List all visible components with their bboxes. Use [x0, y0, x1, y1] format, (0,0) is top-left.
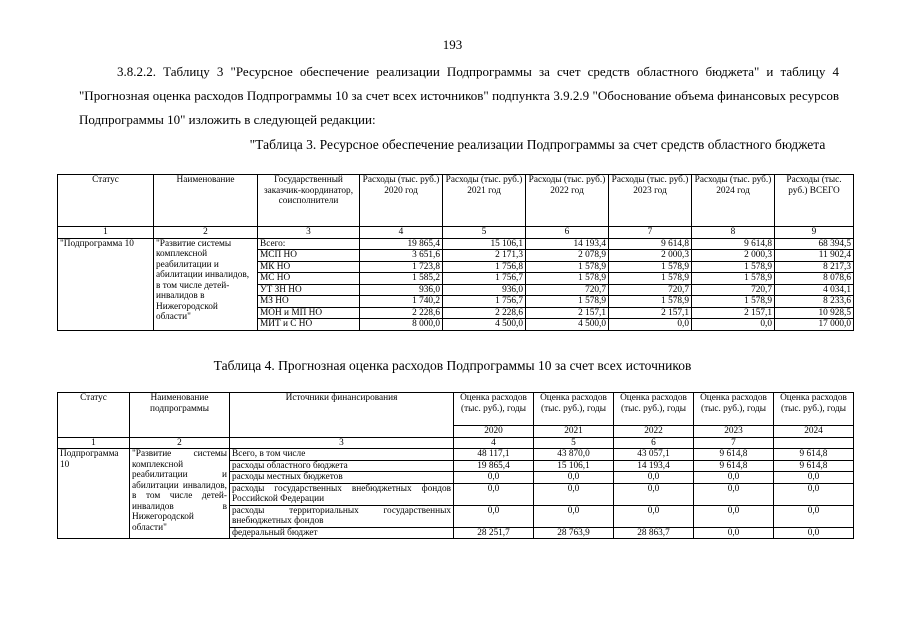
table3-header-row	[58, 175, 854, 227]
table4	[57, 392, 854, 539]
executor-cell: МСП НО	[258, 250, 360, 262]
value-cell: 19 865,4	[454, 460, 534, 472]
value-cell: 9 614,8	[609, 238, 692, 250]
value-cell: 0,0	[534, 472, 614, 484]
value-cell: 1 578,9	[692, 261, 775, 273]
value-cell: 0,0	[694, 472, 774, 484]
value-cell: 17 000,0	[775, 319, 854, 331]
value-cell: 15 106,1	[443, 238, 526, 250]
column-number: 2	[130, 437, 230, 449]
table3-title: "Таблица 3. Ресурсное обеспечение реализации Подпрограммы за счет средств областного бюджета	[249, 137, 826, 152]
table4-header-cell: Оценка расходов (тыс. руб.), годы	[694, 393, 774, 426]
value-cell: 43 870,0	[534, 449, 614, 461]
executor-cell: УТ ЗН НО	[258, 284, 360, 296]
value-cell: 1 740,2	[360, 296, 443, 308]
column-number: 4	[360, 227, 443, 239]
column-number: 9	[775, 227, 854, 239]
table-row	[58, 238, 854, 250]
column-number: 1	[58, 437, 130, 449]
value-cell: 9 614,8	[694, 460, 774, 472]
value-cell: 1 578,9	[609, 273, 692, 285]
value-cell: 2 000,3	[692, 250, 775, 262]
source-cell: расходы территориальных государственных внебюджетных фондов	[230, 505, 454, 527]
value-cell: 4 034,1	[775, 284, 854, 296]
column-number: 6	[526, 227, 609, 239]
value-cell: 1 578,9	[526, 261, 609, 273]
table4-header-cell: Оценка расходов (тыс. руб.), годы	[614, 393, 694, 426]
value-cell: 0,0	[614, 483, 694, 505]
value-cell: 0,0	[454, 483, 534, 505]
value-cell: 1 756,8	[443, 261, 526, 273]
executor-cell: МОН и МП НО	[258, 307, 360, 319]
value-cell: 2 078,9	[526, 250, 609, 262]
value-cell: 1 578,9	[692, 296, 775, 308]
value-cell: 0,0	[692, 319, 775, 331]
value-cell: 4 500,0	[443, 319, 526, 331]
executor-cell: МИТ и С НО	[258, 319, 360, 331]
year-cell: 2020	[454, 426, 534, 438]
source-cell: расходы областного бюджета	[230, 460, 454, 472]
value-cell: 0,0	[774, 483, 854, 505]
value-cell: 3 651,6	[360, 250, 443, 262]
table4-title: Таблица 4. Прогнозная оценка расходов Подпрограммы 10 за счет всех источников	[213, 358, 692, 373]
column-number: 3	[230, 437, 454, 449]
table3-header-cell: Статус	[58, 175, 154, 227]
year-cell: 2021	[534, 426, 614, 438]
value-cell: 9 614,8	[774, 460, 854, 472]
table4-header-cell: Источники финансирования	[230, 393, 454, 438]
table-row	[58, 449, 854, 461]
table4-header-cell: Оценка расходов (тыс. руб.), годы	[454, 393, 534, 426]
column-number: 3	[258, 227, 360, 239]
executor-cell: МС НО	[258, 273, 360, 285]
value-cell: 1 756,7	[443, 273, 526, 285]
value-cell: 9 614,8	[694, 449, 774, 461]
column-number: 4	[454, 437, 534, 449]
value-cell: 0,0	[534, 483, 614, 505]
value-cell: 9 614,8	[692, 238, 775, 250]
column-number: 8	[692, 227, 775, 239]
column-number: 5	[443, 227, 526, 239]
source-cell: федеральный бюджет	[230, 527, 454, 539]
value-cell: 2 228,6	[443, 307, 526, 319]
table3-header-cell: Государственный заказчик-координатор, соисполнители	[258, 175, 360, 227]
value-cell: 0,0	[694, 505, 774, 527]
value-cell: 2 157,1	[526, 307, 609, 319]
value-cell: 720,7	[692, 284, 775, 296]
value-cell: 1 578,9	[609, 261, 692, 273]
source-cell: расходы местных бюджетов	[230, 472, 454, 484]
value-cell: 936,0	[443, 284, 526, 296]
table3-header-cell: Расходы (тыс. руб.) 2020 год	[360, 175, 443, 227]
subprogram-name-cell: "Развитие системы комплексной реабилитации и абилитации инвалидов, в том числе детей-инвалидов в Нижегородской области"	[154, 238, 258, 330]
value-cell: 11 902,4	[775, 250, 854, 262]
value-cell: 1 578,9	[526, 296, 609, 308]
value-cell: 14 193,4	[614, 460, 694, 472]
value-cell: 8 000,0	[360, 319, 443, 331]
table3-header-cell: Расходы (тыс. руб.) ВСЕГО	[775, 175, 854, 227]
value-cell: 2 157,1	[609, 307, 692, 319]
value-cell: 14 193,4	[526, 238, 609, 250]
intro-text: 3.8.2.2. Таблицу 3 "Ресурсное обеспечение реализации Подпрограммы за счет средств областного бюджета" и таблицу 4 "Прогнозная оценка расходов Подпрограммы 10 за счет всех источников" подпункта 3.9.2.9 "Обоснование объема финансовых ресурсов Подпрограммы 10" изложить в следующей редакции:	[79, 64, 839, 127]
column-number: 7	[694, 437, 774, 449]
table4-header-cell: Статус	[58, 393, 130, 438]
value-cell: 0,0	[694, 527, 774, 539]
value-cell: 1 578,9	[526, 273, 609, 285]
source-cell: Всего, в том числе	[230, 449, 454, 461]
value-cell: 0,0	[454, 472, 534, 484]
value-cell: 8 233,6	[775, 296, 854, 308]
value-cell: 2 228,6	[360, 307, 443, 319]
table3-header-cell: Расходы (тыс. руб.) 2021 год	[443, 175, 526, 227]
value-cell: 1 585,2	[360, 273, 443, 285]
value-cell: 0,0	[534, 505, 614, 527]
value-cell: 1 578,9	[609, 296, 692, 308]
value-cell: 28 251,7	[454, 527, 534, 539]
value-cell: 43 057,1	[614, 449, 694, 461]
year-cell: 2022	[614, 426, 694, 438]
year-cell: 2023	[694, 426, 774, 438]
page-number: 193	[442, 37, 463, 52]
table3-number-row	[58, 227, 854, 239]
subprogram-name-cell: "Развитие системы комплексной реабилитации и абилитации инвалидов, в том числе детей-инвалидов в Нижегородской области"	[130, 449, 230, 539]
column-number: 5	[534, 437, 614, 449]
status-cell: Подпрограмма 10	[58, 449, 130, 539]
value-cell: 0,0	[774, 505, 854, 527]
intro-paragraph	[79, 60, 839, 132]
column-number-empty	[774, 437, 854, 449]
table3-header-cell: Расходы (тыс. руб.) 2024 год	[692, 175, 775, 227]
value-cell: 10 928,5	[775, 307, 854, 319]
executor-cell: МЗ НО	[258, 296, 360, 308]
value-cell: 48 117,1	[454, 449, 534, 461]
status-cell: "Подпрограмма 10	[58, 238, 154, 330]
value-cell: 28 863,7	[614, 527, 694, 539]
value-cell: 0,0	[774, 527, 854, 539]
value-cell: 8 078,6	[775, 273, 854, 285]
value-cell: 0,0	[614, 472, 694, 484]
column-number: 7	[609, 227, 692, 239]
value-cell: 0,0	[774, 472, 854, 484]
table3-header-cell: Наименование	[154, 175, 258, 227]
value-cell: 720,7	[609, 284, 692, 296]
column-number: 2	[154, 227, 258, 239]
value-cell: 15 106,1	[534, 460, 614, 472]
value-cell: 68 394,5	[775, 238, 854, 250]
value-cell: 28 763,9	[534, 527, 614, 539]
table3	[57, 174, 854, 331]
table4-header-cell: Оценка расходов (тыс. руб.), годы	[534, 393, 614, 426]
value-cell: 0,0	[454, 505, 534, 527]
table4-header-cell: Оценка расходов (тыс. руб.), годы	[774, 393, 854, 426]
value-cell: 8 217,3	[775, 261, 854, 273]
year-cell: 2024	[774, 426, 854, 438]
column-number: 1	[58, 227, 154, 239]
table4-number-row	[58, 437, 854, 449]
value-cell: 1 756,7	[443, 296, 526, 308]
value-cell: 1 578,9	[692, 273, 775, 285]
table4-header-cell: Наименование подпрограммы	[130, 393, 230, 438]
column-number: 6	[614, 437, 694, 449]
table3-header-cell: Расходы (тыс. руб.) 2022 год	[526, 175, 609, 227]
table3-header-cell: Расходы (тыс. руб.) 2023 год	[609, 175, 692, 227]
source-cell: расходы государственных внебюджетных фондов Российской Федерации	[230, 483, 454, 505]
value-cell: 19 865,4	[360, 238, 443, 250]
executor-cell: МК НО	[258, 261, 360, 273]
value-cell: 0,0	[614, 505, 694, 527]
value-cell: 9 614,8	[774, 449, 854, 461]
value-cell: 0,0	[609, 319, 692, 331]
value-cell: 720,7	[526, 284, 609, 296]
value-cell: 2 157,1	[692, 307, 775, 319]
value-cell: 4 500,0	[526, 319, 609, 331]
value-cell: 2 000,3	[609, 250, 692, 262]
value-cell: 2 171,3	[443, 250, 526, 262]
value-cell: 1 723,8	[360, 261, 443, 273]
table4-header-row	[58, 393, 854, 426]
executor-cell: Всего:	[258, 238, 360, 250]
value-cell: 936,0	[360, 284, 443, 296]
value-cell: 0,0	[694, 483, 774, 505]
